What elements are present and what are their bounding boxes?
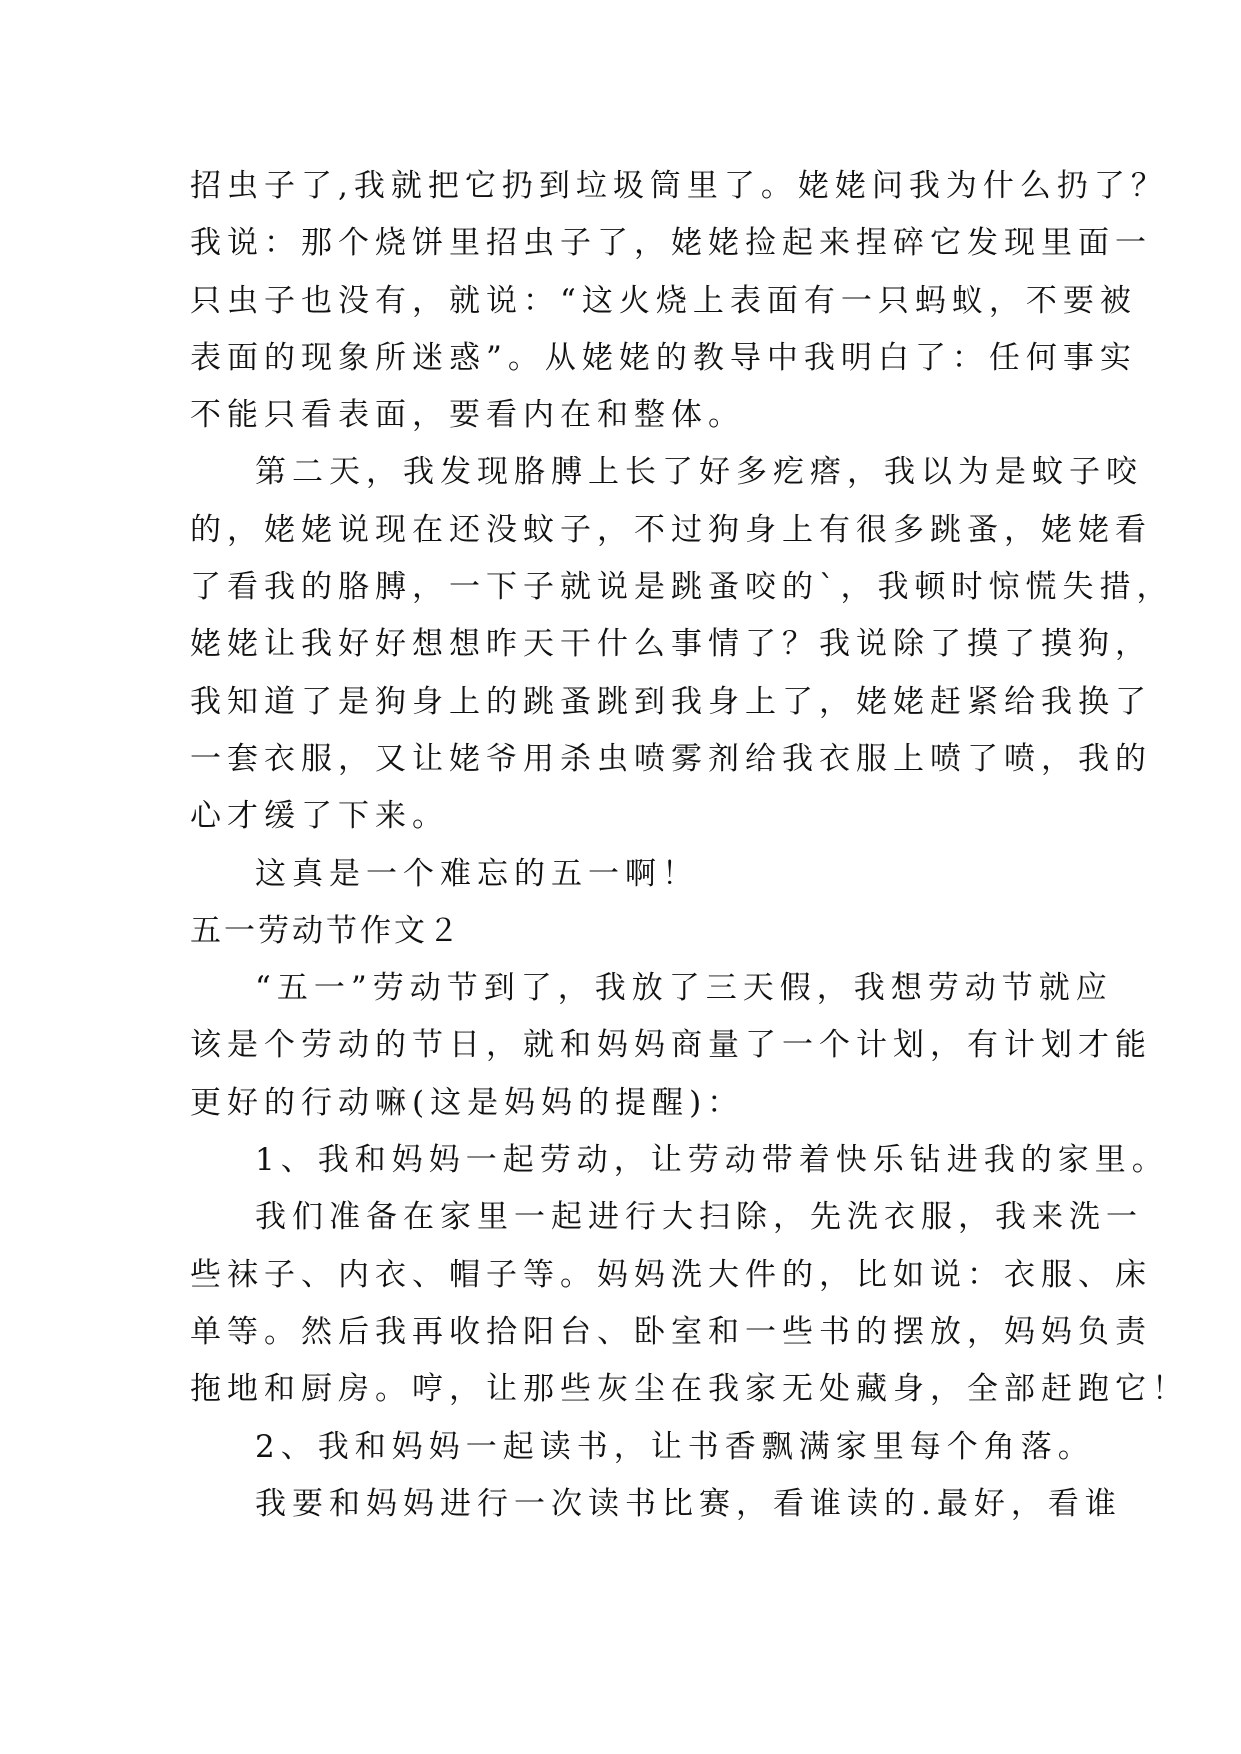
text-line: 的，姥姥说现在还没蚊子，不过狗身上有很多跳蚤，姥姥看 — [190, 511, 1152, 548]
section-heading: 五一劳动节作文２ — [190, 912, 462, 949]
text-line: 我知道了是狗身上的跳蚤跳到我身上了，姥姥赶紧给我换了 — [190, 683, 1152, 720]
paragraph-first-line: 1、我和妈妈一起劳动，让劳动带着快乐钻进我的家里。 — [255, 1142, 1169, 1179]
text-line: 表面的现象所迷惑”。从姥姥的教导中我明白了：任何事实 — [190, 339, 1137, 376]
paragraph-first-line: “五一”劳动节到了，我放了三天假，我想劳动节就应 — [255, 970, 1113, 1007]
document-body — [190, 158, 1189, 1533]
text-line: 更好的行动嘛(这是妈妈的提醒)： — [190, 1084, 745, 1121]
text-line: 不能只看表面，要看内在和整体。 — [190, 397, 745, 434]
paragraph-first-line: 第二天，我发现胳膊上长了好多疙瘩，我以为是蚊子咬 — [255, 454, 1143, 491]
text-line: 拖地和厨房。哼，让那些灰尘在我家无处藏身，全部赶跑它！ — [190, 1371, 1189, 1408]
paragraph-first-line: 我们准备在家里一起进行大扫除，先洗衣服，我来洗一 — [255, 1199, 1143, 1236]
text-line: 一套衣服，又让姥爷用杀虫喷雾剂给我衣服上喷了喷，我的 — [190, 740, 1152, 777]
paragraph-first-line: 这真是一个难忘的五一啊！ — [255, 855, 699, 892]
text-line: 些袜子、内衣、帽子等。妈妈洗大件的，比如说：衣服、床 — [190, 1256, 1152, 1293]
text-line: 该是个劳动的节日，就和妈妈商量了一个计划，有计划才能 — [190, 1027, 1152, 1064]
text-line: 只虫子也没有，就说：“这火烧上表面有一只蚂蚁，不要被 — [190, 282, 1137, 319]
text-line: 心才缓了下来。 — [190, 798, 449, 835]
text-line: 我说：那个烧饼里招虫子了，姥姥捡起来捏碎它发现里面一 — [190, 225, 1152, 262]
text-line: 单等。然后我再收拾阳台、卧室和一些书的摆放，妈妈负责 — [190, 1313, 1152, 1350]
text-line: 了看我的胳膊，一下子就说是跳蚤咬的`，我顿时惊慌失措， — [190, 569, 1174, 606]
paragraph-first-line: 2、我和妈妈一起读书，让书香飘满家里每个角落。 — [255, 1428, 1095, 1465]
text-line: 姥姥让我好好想想昨天干什么事情了？我说除了摸了摸狗， — [190, 626, 1152, 663]
paragraph-first-line: 我要和妈妈进行一次读书比赛，看谁读的.最好，看谁 — [255, 1485, 1122, 1522]
text-line: 招虫子了,我就把它扔到垃圾筒里了。姥姥问我为什么扔了？ — [190, 168, 1168, 204]
